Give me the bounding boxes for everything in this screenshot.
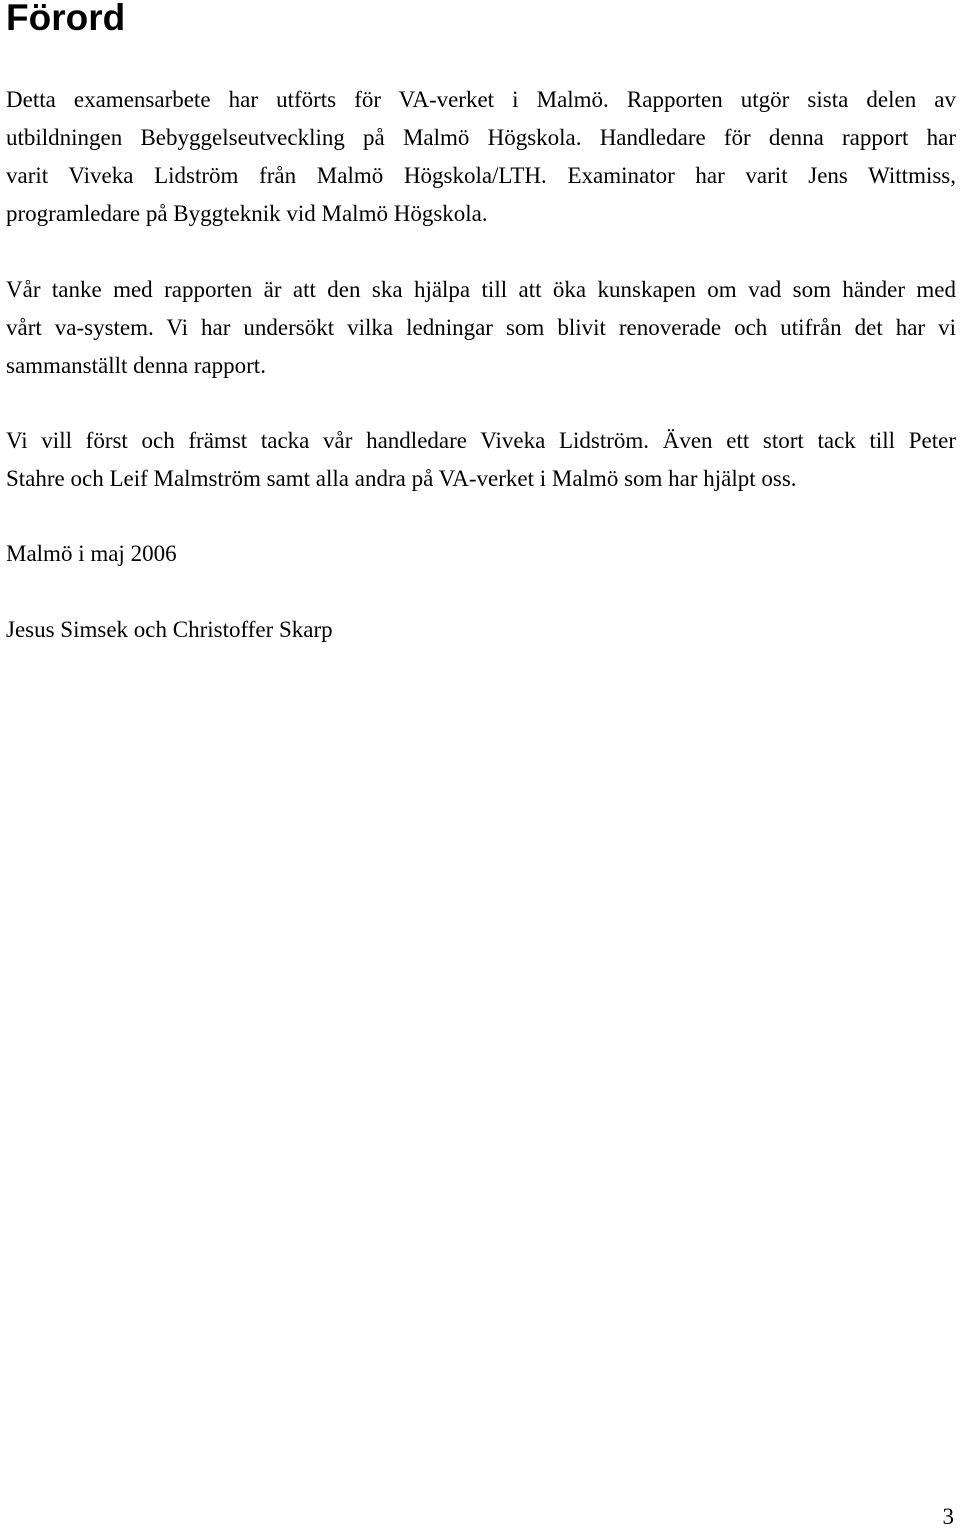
page-number: 3 xyxy=(942,1504,954,1529)
authors: Jesus Simsek och Christoffer Skarp xyxy=(6,617,333,642)
intro-paragraph xyxy=(6,81,956,233)
purpose-paragraph xyxy=(6,271,956,385)
paragraph-line: varit Viveka Lidström från Malmö Högskola/LTH. Examinator har varit Jens Wittmiss, xyxy=(6,163,956,188)
paragraph-line: Stahre och Leif Malmström samt alla andra på VA-verket i Malmö som har hjälpt oss. xyxy=(6,466,797,491)
paragraph-line: Vår tanke med rapporten är att den ska hjälpa till att öka kunskapen om vad som händer med xyxy=(6,277,956,302)
paragraph-line: utbildningen Bebyggelseutveckling på Malmö Högskola. Handledare för denna rapport har xyxy=(6,125,956,150)
paragraph-line: Vi vill först och främst tacka vår handledare Viveka Lidström. Även ett stort tack till Peter xyxy=(6,428,956,453)
page-title: Förord xyxy=(6,0,126,38)
paragraph-line: programledare på Byggteknik vid Malmö Högskola. xyxy=(6,201,488,226)
place-date: Malmö i maj 2006 xyxy=(6,541,177,566)
acknowledgements-paragraph xyxy=(6,422,956,498)
paragraph-line: vårt va-system. Vi har undersökt vilka ledningar som blivit renoverade och utifrån det har vi xyxy=(6,315,956,340)
paragraph-line: Detta examensarbete har utförts för VA-verket i Malmö. Rapporten utgör sista delen av xyxy=(6,87,956,112)
paragraph-line: sammanställt denna rapport. xyxy=(6,353,266,378)
